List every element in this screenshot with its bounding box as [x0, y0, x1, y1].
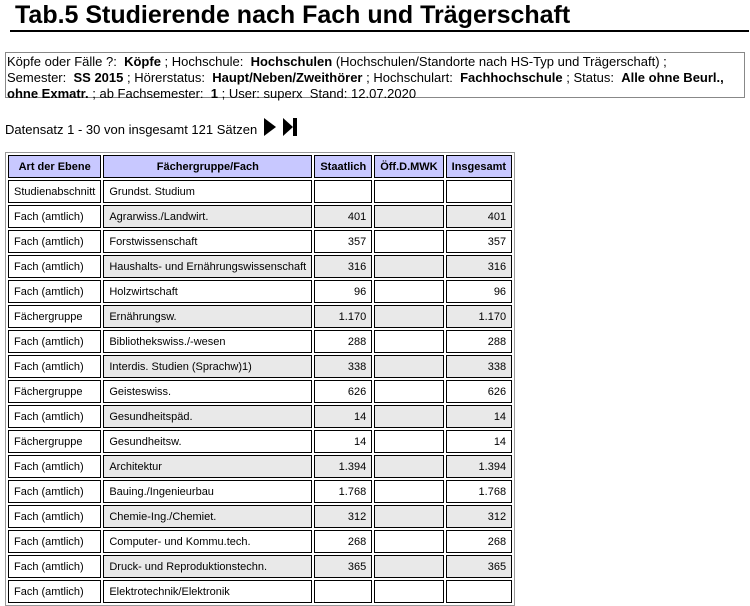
cell-art-der-ebene: Studienabschnitt — [8, 180, 101, 203]
cell-oeff-mwk — [374, 280, 443, 303]
cell-art-der-ebene: Fach (amtlich) — [8, 230, 101, 253]
cell-fach: Grundst. Studium — [103, 180, 312, 203]
param-label: Stand: — [309, 86, 348, 101]
param-label: User: — [228, 86, 260, 101]
cell-fach: Druck- und Reproduktionstechn. — [103, 555, 312, 578]
cell-fach: Chemie-Ing./Chemiet. — [103, 505, 312, 528]
param-value: SS 2015 — [73, 70, 124, 85]
param-value: superx — [263, 86, 303, 101]
cell-staatlich: 312 — [314, 505, 372, 528]
cell-insgesamt: 626 — [446, 380, 512, 403]
cell-oeff-mwk — [374, 505, 443, 528]
column-header[interactable]: Art der Ebene — [8, 155, 101, 178]
record-navigation — [5, 116, 298, 138]
param-value: Haupt/Neben/Zweithörer — [212, 70, 363, 85]
parameter-box: Köpfe oder Fälle ?: Köpfe ; Hochschule: Hochschulen (Hochschulen/Standorte nach HS-Typ und Trägerschaft) ; Semester: SS 2015 ; Hörerstatus: Haupt/Neben/Zweithörer ; Hochschulart: Fachhochschule ; Status: Alle ohne Beurl., ohne Exmatr. ; ab Fachsemester: 1 ; User: superx Stand: 12.07.2020 — [5, 52, 745, 98]
cell-staatlich: 1.170 — [314, 305, 372, 328]
column-header[interactable]: Fächergruppe/Fach — [103, 155, 312, 178]
cell-staatlich: 1.394 — [314, 455, 372, 478]
param-label: Hochschulart: — [373, 70, 453, 85]
column-header[interactable]: Staatlich — [314, 155, 372, 178]
param-label: Hörerstatus: — [134, 70, 206, 85]
table-row — [8, 205, 512, 228]
cell-insgesamt: 316 — [446, 255, 512, 278]
param-value: 1 — [210, 86, 218, 101]
cell-staatlich: 365 — [314, 555, 372, 578]
table-row — [8, 455, 512, 478]
cell-insgesamt: 1.394 — [446, 455, 512, 478]
cell-insgesamt: 288 — [446, 330, 512, 353]
cell-fach: Interdis. Studien (Sprachw)1) — [103, 355, 312, 378]
cell-fach: Forstwissenschaft — [103, 230, 312, 253]
param-value: 12.07.2020 — [351, 86, 417, 101]
cell-fach: Gesundheitsw. — [103, 430, 312, 453]
cell-oeff-mwk — [374, 180, 443, 203]
cell-oeff-mwk — [374, 580, 443, 603]
cell-insgesamt: 14 — [446, 430, 512, 453]
table-row — [8, 480, 512, 503]
next-page-button[interactable] — [263, 117, 277, 137]
cell-oeff-mwk — [374, 430, 443, 453]
cell-staatlich — [314, 580, 372, 603]
cell-staatlich: 626 — [314, 380, 372, 403]
cell-oeff-mwk — [374, 555, 443, 578]
cell-art-der-ebene: Fach (amtlich) — [8, 530, 101, 553]
cell-fach: Elektrotechnik/Elektronik — [103, 580, 312, 603]
cell-staatlich: 14 — [314, 430, 372, 453]
cell-art-der-ebene: Fach (amtlich) — [8, 280, 101, 303]
cell-insgesamt — [446, 180, 512, 203]
cell-insgesamt: 312 — [446, 505, 512, 528]
cell-oeff-mwk — [374, 230, 443, 253]
table-row — [8, 330, 512, 353]
table-row — [8, 505, 512, 528]
skip-last-icon — [282, 117, 298, 137]
table-row — [8, 430, 512, 453]
cell-staatlich: 14 — [314, 405, 372, 428]
cell-oeff-mwk — [374, 480, 443, 503]
cell-insgesamt: 268 — [446, 530, 512, 553]
cell-staatlich: 316 — [314, 255, 372, 278]
last-page-button[interactable] — [282, 117, 298, 137]
param-note: (Hochschulen/Standorte nach HS-Typ und Trägerschaft) — [335, 54, 660, 69]
cell-insgesamt: 365 — [446, 555, 512, 578]
table-header-row — [8, 155, 512, 178]
table-row — [8, 180, 512, 203]
param-label: Status: — [573, 70, 614, 85]
cell-art-der-ebene: Fach (amtlich) — [8, 455, 101, 478]
table-body — [8, 180, 512, 603]
cell-fach: Agrarwiss./Landwirt. — [103, 205, 312, 228]
cell-staatlich: 357 — [314, 230, 372, 253]
cell-staatlich: 288 — [314, 330, 372, 353]
cell-fach: Computer- und Kommu.tech. — [103, 530, 312, 553]
table-row — [8, 405, 512, 428]
param-value: Fachhochschule — [460, 70, 563, 85]
cell-art-der-ebene: Fach (amtlich) — [8, 405, 101, 428]
cell-fach: Bauing./Ingenieurbau — [103, 480, 312, 503]
param-label: ab Fachsemester: — [99, 86, 204, 101]
cell-insgesamt: 14 — [446, 405, 512, 428]
cell-art-der-ebene: Fach (amtlich) — [8, 480, 101, 503]
column-header[interactable]: Öff.D.MWK — [374, 155, 443, 178]
play-next-icon — [263, 117, 277, 137]
title-underline — [10, 30, 749, 32]
page-title: Tab.5 Studierende nach Fach und Trägerschaft — [15, 1, 571, 29]
table-row — [8, 530, 512, 553]
cell-insgesamt: 1.768 — [446, 480, 512, 503]
cell-art-der-ebene: Fach (amtlich) — [8, 255, 101, 278]
cell-art-der-ebene: Fach (amtlich) — [8, 505, 101, 528]
cell-fach: Gesundheitspäd. — [103, 405, 312, 428]
cell-fach: Architektur — [103, 455, 312, 478]
cell-insgesamt — [446, 580, 512, 603]
cell-oeff-mwk — [374, 455, 443, 478]
cell-oeff-mwk — [374, 355, 443, 378]
cell-staatlich — [314, 180, 372, 203]
cell-staatlich: 338 — [314, 355, 372, 378]
table-row — [8, 230, 512, 253]
table-row — [8, 555, 512, 578]
cell-fach: Holzwirtschaft — [103, 280, 312, 303]
cell-oeff-mwk — [374, 380, 443, 403]
cell-art-der-ebene: Fach (amtlich) — [8, 330, 101, 353]
record-count: Datensatz 1 - 30 von insgesamt 121 Sätzen — [5, 121, 258, 137]
cell-insgesamt: 338 — [446, 355, 512, 378]
data-table — [5, 152, 515, 606]
cell-oeff-mwk — [374, 305, 443, 328]
table-row — [8, 355, 512, 378]
param-label: Semester: — [7, 70, 67, 85]
cell-art-der-ebene: Fächergruppe — [8, 380, 101, 403]
cell-art-der-ebene: Fächergruppe — [8, 430, 101, 453]
cell-fach: Bibliothekswiss./-wesen — [103, 330, 312, 353]
cell-insgesamt: 96 — [446, 280, 512, 303]
cell-art-der-ebene: Fach (amtlich) — [8, 555, 101, 578]
param-label: Hochschule: — [171, 54, 244, 69]
cell-oeff-mwk — [374, 255, 443, 278]
cell-staatlich: 1.768 — [314, 480, 372, 503]
cell-art-der-ebene: Fach (amtlich) — [8, 580, 101, 603]
cell-insgesamt: 1.170 — [446, 305, 512, 328]
cell-staatlich: 268 — [314, 530, 372, 553]
cell-oeff-mwk — [374, 330, 443, 353]
cell-fach: Haushalts- und Ernährungswissenschaft — [103, 255, 312, 278]
cell-art-der-ebene: Fach (amtlich) — [8, 205, 101, 228]
param-value: Hochschulen — [250, 54, 333, 69]
column-header[interactable]: Insgesamt — [446, 155, 512, 178]
cell-oeff-mwk — [374, 530, 443, 553]
table-row — [8, 580, 512, 603]
table-row — [8, 280, 512, 303]
param-value: Alle ohne Beurl., ohne Exmatr. — [7, 70, 724, 101]
table-row — [8, 380, 512, 403]
cell-art-der-ebene: Fach (amtlich) — [8, 355, 101, 378]
cell-insgesamt: 401 — [446, 205, 512, 228]
cell-fach: Ernährungsw. — [103, 305, 312, 328]
cell-staatlich: 401 — [314, 205, 372, 228]
table-row — [8, 255, 512, 278]
cell-staatlich: 96 — [314, 280, 372, 303]
cell-insgesamt: 357 — [446, 230, 512, 253]
cell-oeff-mwk — [374, 405, 443, 428]
param-value: Köpfe — [124, 54, 161, 69]
cell-oeff-mwk — [374, 205, 443, 228]
table-row — [8, 305, 512, 328]
cell-art-der-ebene: Fächergruppe — [8, 305, 101, 328]
param-label: Köpfe oder Fälle ?: — [7, 54, 117, 69]
cell-fach: Geisteswiss. — [103, 380, 312, 403]
